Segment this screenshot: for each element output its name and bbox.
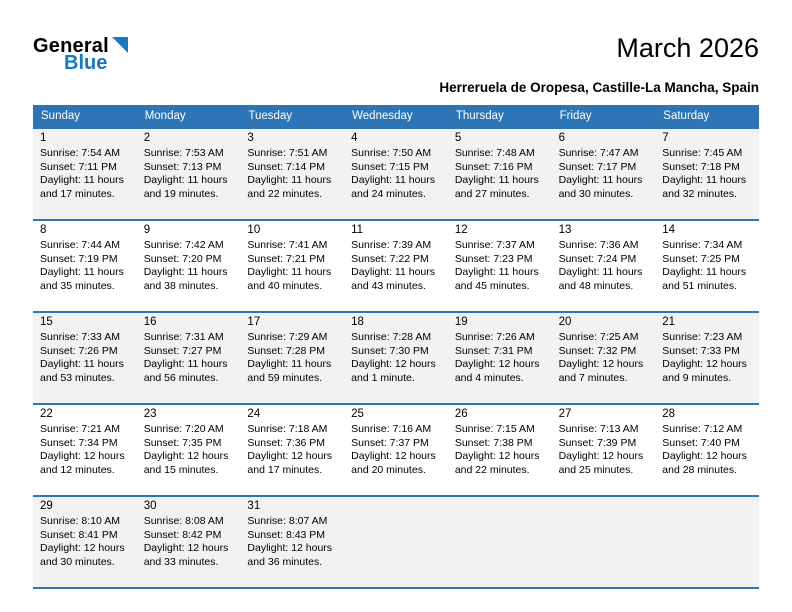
- daylight-text-line2: and 22 minutes.: [247, 187, 323, 200]
- page-title: March 2026: [616, 33, 759, 63]
- empty-day-cell: [552, 497, 656, 587]
- daylight-text-line2: and 59 minutes.: [247, 371, 323, 384]
- day-number: 27: [558, 408, 572, 420]
- daylight-text-line1: Daylight: 11 hours: [247, 174, 332, 186]
- sunset-text: Sunset: 7:32 PM: [558, 344, 637, 357]
- sunrise-text: Sunrise: 7:37 AM: [454, 239, 535, 251]
- day-cell: [240, 497, 344, 587]
- day-header-tuesday: Tuesday: [248, 110, 293, 122]
- day-number: 9: [143, 224, 151, 236]
- daylight-text-line1: Daylight: 12 hours: [662, 450, 747, 462]
- daylight-text-line1: Daylight: 12 hours: [143, 450, 229, 462]
- day-number: 31: [247, 500, 261, 512]
- sunset-text: Sunset: 7:28 PM: [247, 344, 326, 357]
- day-cell: [240, 129, 344, 219]
- daylight-text-line1: Daylight: 11 hours: [558, 266, 643, 278]
- empty-day-cell: [655, 497, 759, 587]
- day-number: 20: [558, 316, 572, 328]
- sunrise-text: Sunrise: 7:16 AM: [351, 423, 432, 435]
- day-cell: [33, 129, 137, 219]
- day-cell: [655, 405, 759, 495]
- day-number: 5: [454, 132, 462, 144]
- daylight-text-line2: and 36 minutes.: [247, 555, 323, 568]
- sunset-text: Sunset: 7:40 PM: [662, 436, 740, 449]
- daylight-text-line1: Daylight: 11 hours: [662, 266, 747, 278]
- daylight-text-line1: Daylight: 12 hours: [247, 542, 333, 554]
- sunset-text: Sunset: 7:19 PM: [40, 252, 118, 265]
- week-row-3: [33, 311, 759, 403]
- daylight-text-line1: Daylight: 11 hours: [40, 174, 124, 186]
- sunrise-text: Sunrise: 7:39 AM: [351, 239, 432, 251]
- logo-text-general: General: [33, 35, 109, 57]
- day-cell: [137, 129, 241, 219]
- sunrise-text: Sunrise: 7:34 AM: [662, 239, 743, 251]
- daylight-text-line2: and 51 minutes.: [662, 279, 737, 292]
- daylight-text-line1: Daylight: 12 hours: [247, 450, 333, 462]
- day-cell: [33, 313, 137, 403]
- daylight-text-line2: and 28 minutes.: [662, 463, 737, 476]
- sunset-text: Sunset: 8:41 PM: [40, 528, 118, 541]
- daylight-text-line1: Daylight: 12 hours: [351, 358, 436, 370]
- daylight-text-line2: and 53 minutes.: [40, 371, 115, 384]
- day-cell: [552, 129, 656, 219]
- daylight-text-line2: and 48 minutes.: [558, 279, 634, 292]
- sunrise-text: Sunrise: 7:50 AM: [351, 147, 432, 159]
- daylight-text-line2: and 30 minutes.: [558, 187, 634, 200]
- day-header-friday: Friday: [559, 110, 592, 122]
- sunset-text: Sunset: 8:43 PM: [247, 528, 326, 541]
- daylight-text-line1: Daylight: 11 hours: [143, 174, 228, 186]
- day-number: 22: [40, 408, 53, 420]
- day-number: 12: [454, 224, 468, 236]
- day-number: 19: [454, 316, 468, 328]
- daylight-text-line2: and 15 minutes.: [143, 463, 219, 476]
- day-number: 7: [662, 132, 669, 144]
- sunrise-text: Sunrise: 7:28 AM: [351, 331, 432, 343]
- daylight-text-line2: and 9 minutes.: [662, 371, 732, 384]
- daylight-text-line2: and 56 minutes.: [143, 371, 219, 384]
- day-number: 1: [40, 132, 47, 144]
- day-number: 10: [247, 224, 261, 236]
- day-cell: [448, 405, 552, 495]
- sunset-text: Sunset: 7:18 PM: [662, 160, 740, 173]
- sunrise-text: Sunrise: 7:12 AM: [662, 423, 743, 435]
- sunset-text: Sunset: 7:23 PM: [454, 252, 533, 265]
- daylight-text-line2: and 43 minutes.: [351, 279, 426, 292]
- day-number: 13: [558, 224, 572, 236]
- daylight-text-line1: Daylight: 11 hours: [143, 266, 228, 278]
- day-number: 17: [247, 316, 261, 328]
- daylight-text-line2: and 17 minutes.: [40, 187, 115, 200]
- sunset-text: Sunset: 7:16 PM: [454, 160, 533, 173]
- daylight-text-line1: Daylight: 11 hours: [454, 174, 539, 186]
- daylight-text-line2: and 38 minutes.: [143, 279, 219, 292]
- day-cell: [655, 313, 759, 403]
- daylight-text-line1: Daylight: 12 hours: [351, 450, 436, 462]
- sunset-text: Sunset: 7:31 PM: [454, 344, 533, 357]
- sunrise-text: Sunrise: 7:44 AM: [40, 239, 120, 251]
- sunset-text: Sunset: 7:14 PM: [247, 160, 326, 173]
- sunrise-text: Sunrise: 8:08 AM: [143, 515, 224, 527]
- empty-day-cell: [448, 497, 552, 587]
- sunset-text: Sunset: 7:26 PM: [40, 344, 118, 357]
- sunset-text: Sunset: 7:25 PM: [662, 252, 740, 265]
- day-cell: [655, 129, 759, 219]
- sunrise-text: Sunrise: 7:41 AM: [247, 239, 328, 251]
- sunrise-text: Sunrise: 7:45 AM: [662, 147, 743, 159]
- sunrise-text: Sunrise: 7:42 AM: [143, 239, 224, 251]
- sunset-text: Sunset: 7:17 PM: [558, 160, 637, 173]
- day-cell: [344, 313, 448, 403]
- day-header-wednesday: Wednesday: [352, 110, 413, 122]
- sunset-text: Sunset: 7:24 PM: [558, 252, 637, 265]
- sunset-text: Sunset: 7:37 PM: [351, 436, 429, 449]
- daylight-text-line2: and 35 minutes.: [40, 279, 115, 292]
- weekday-header-row: [33, 105, 759, 127]
- day-number: 4: [351, 132, 358, 144]
- day-number: 2: [143, 132, 151, 144]
- sunset-text: Sunset: 7:27 PM: [143, 344, 222, 357]
- daylight-text-line1: Daylight: 11 hours: [558, 174, 643, 186]
- daylight-text-line1: Daylight: 11 hours: [662, 174, 747, 186]
- day-number: 14: [662, 224, 676, 236]
- sunset-text: Sunset: 7:39 PM: [558, 436, 637, 449]
- daylight-text-line1: Daylight: 11 hours: [351, 266, 435, 278]
- day-header-saturday: Saturday: [663, 110, 710, 122]
- day-cell: [33, 497, 137, 587]
- sunset-text: Sunset: 7:20 PM: [143, 252, 222, 265]
- daylight-text-line2: and 7 minutes.: [558, 371, 628, 384]
- daylight-text-line1: Daylight: 12 hours: [558, 450, 644, 462]
- sunset-text: Sunset: 7:22 PM: [351, 252, 429, 265]
- daylight-text-line2: and 27 minutes.: [454, 187, 530, 200]
- sunrise-text: Sunrise: 7:13 AM: [558, 423, 639, 435]
- day-number: 16: [143, 316, 157, 328]
- sunrise-text: Sunrise: 7:29 AM: [247, 331, 328, 343]
- sunset-text: Sunset: 7:38 PM: [454, 436, 533, 449]
- sunrise-text: Sunrise: 7:47 AM: [558, 147, 639, 159]
- day-number: 3: [247, 132, 254, 144]
- general-blue-logo: [33, 36, 128, 73]
- daylight-text-line1: Daylight: 11 hours: [351, 174, 435, 186]
- daylight-text-line1: Daylight: 11 hours: [454, 266, 539, 278]
- day-cell: [552, 313, 656, 403]
- day-number: 21: [662, 316, 676, 328]
- week-row-4: [33, 403, 759, 495]
- daylight-text-line2: and 4 minutes.: [454, 371, 524, 384]
- daylight-text-line1: Daylight: 12 hours: [143, 542, 229, 554]
- daylight-text-line2: and 32 minutes.: [662, 187, 737, 200]
- daylight-text-line1: Daylight: 11 hours: [40, 266, 124, 278]
- day-number: 24: [247, 408, 261, 420]
- daylight-text-line2: and 22 minutes.: [454, 463, 530, 476]
- sunrise-text: Sunrise: 7:20 AM: [143, 423, 224, 435]
- sunrise-text: Sunrise: 8:07 AM: [247, 515, 328, 527]
- empty-day-cell: [344, 497, 448, 587]
- sunrise-text: Sunrise: 7:31 AM: [143, 331, 224, 343]
- day-cell: [240, 313, 344, 403]
- day-header-thursday: Thursday: [455, 110, 504, 122]
- sunset-text: Sunset: 8:42 PM: [143, 528, 222, 541]
- daylight-text-line1: Daylight: 12 hours: [40, 450, 125, 462]
- logo-triangle-icon: [112, 37, 128, 53]
- day-cell: [137, 497, 241, 587]
- day-cell: [552, 405, 656, 495]
- day-cell: [344, 405, 448, 495]
- day-number: 11: [351, 224, 364, 236]
- daylight-text-line2: and 25 minutes.: [558, 463, 634, 476]
- week-row-5: [33, 495, 759, 587]
- sunset-text: Sunset: 7:21 PM: [247, 252, 326, 265]
- day-cell: [448, 313, 552, 403]
- daylight-text-line1: Daylight: 12 hours: [558, 358, 644, 370]
- day-cell: [344, 221, 448, 311]
- sunrise-text: Sunrise: 7:54 AM: [40, 147, 120, 159]
- day-header-sunday: Sunday: [41, 110, 81, 122]
- sunrise-text: Sunrise: 7:53 AM: [143, 147, 224, 159]
- daylight-text-line2: and 12 minutes.: [40, 463, 115, 476]
- day-cell: [552, 221, 656, 311]
- daylight-text-line2: and 33 minutes.: [143, 555, 219, 568]
- sunset-text: Sunset: 7:35 PM: [143, 436, 222, 449]
- sunrise-text: Sunrise: 7:15 AM: [454, 423, 535, 435]
- sunset-text: Sunset: 7:13 PM: [143, 160, 222, 173]
- sunrise-text: Sunrise: 7:48 AM: [454, 147, 535, 159]
- sunrise-text: Sunrise: 8:10 AM: [40, 515, 120, 527]
- daylight-text-line1: Daylight: 12 hours: [454, 450, 540, 462]
- daylight-text-line1: Daylight: 11 hours: [247, 266, 332, 278]
- sunrise-text: Sunrise: 7:23 AM: [662, 331, 743, 343]
- daylight-text-line1: Daylight: 12 hours: [40, 542, 125, 554]
- daylight-text-line2: and 30 minutes.: [40, 555, 115, 568]
- daylight-text-line2: and 19 minutes.: [143, 187, 219, 200]
- daylight-text-line2: and 1 minute.: [351, 371, 415, 384]
- sunset-text: Sunset: 7:15 PM: [351, 160, 429, 173]
- daylight-text-line1: Daylight: 12 hours: [662, 358, 747, 370]
- day-number: 28: [662, 408, 676, 420]
- daylight-text-line2: and 45 minutes.: [454, 279, 530, 292]
- day-cell: [137, 221, 241, 311]
- day-number: 30: [143, 500, 157, 512]
- day-number: 8: [40, 224, 47, 236]
- daylight-text-line2: and 17 minutes.: [247, 463, 323, 476]
- sunrise-text: Sunrise: 7:36 AM: [558, 239, 639, 251]
- day-cell: [33, 221, 137, 311]
- daylight-text-line1: Daylight: 11 hours: [143, 358, 228, 370]
- day-cell: [655, 221, 759, 311]
- sunrise-text: Sunrise: 7:26 AM: [454, 331, 535, 343]
- sunrise-text: Sunrise: 7:21 AM: [40, 423, 120, 435]
- day-cell: [448, 221, 552, 311]
- week-row-2: [33, 219, 759, 311]
- day-number: 29: [40, 500, 53, 512]
- day-cell: [33, 405, 137, 495]
- day-header-monday: Monday: [144, 110, 186, 122]
- day-number: 23: [143, 408, 157, 420]
- day-number: 15: [40, 316, 53, 328]
- sunrise-text: Sunrise: 7:51 AM: [247, 147, 328, 159]
- location-subtitle: Herreruela de Oropesa, Castille-La Mancha, Spain: [439, 80, 759, 95]
- day-number: 26: [454, 408, 468, 420]
- day-number: 6: [558, 132, 565, 144]
- daylight-text-line2: and 20 minutes.: [351, 463, 426, 476]
- day-cell: [137, 313, 241, 403]
- calendar: [33, 105, 759, 589]
- sunset-text: Sunset: 7:34 PM: [40, 436, 118, 449]
- sunset-text: Sunset: 7:33 PM: [662, 344, 740, 357]
- daylight-text-line1: Daylight: 12 hours: [454, 358, 540, 370]
- day-cell: [240, 221, 344, 311]
- day-number: 18: [351, 316, 364, 328]
- daylight-text-line1: Daylight: 11 hours: [40, 358, 124, 370]
- sunset-text: Sunset: 7:11 PM: [40, 160, 117, 173]
- sunrise-text: Sunrise: 7:18 AM: [247, 423, 328, 435]
- day-cell: [240, 405, 344, 495]
- sunrise-text: Sunrise: 7:25 AM: [558, 331, 639, 343]
- daylight-text-line1: Daylight: 11 hours: [247, 358, 332, 370]
- day-cell: [137, 405, 241, 495]
- daylight-text-line2: and 40 minutes.: [247, 279, 323, 292]
- day-cell: [448, 129, 552, 219]
- week-row-1: [33, 127, 759, 219]
- sunset-text: Sunset: 7:30 PM: [351, 344, 429, 357]
- day-number: 25: [351, 408, 364, 420]
- sunrise-text: Sunrise: 7:33 AM: [40, 331, 120, 343]
- sunset-text: Sunset: 7:36 PM: [247, 436, 326, 449]
- logo-text-blue: Blue: [64, 52, 108, 74]
- daylight-text-line2: and 24 minutes.: [351, 187, 426, 200]
- day-cell: [344, 129, 448, 219]
